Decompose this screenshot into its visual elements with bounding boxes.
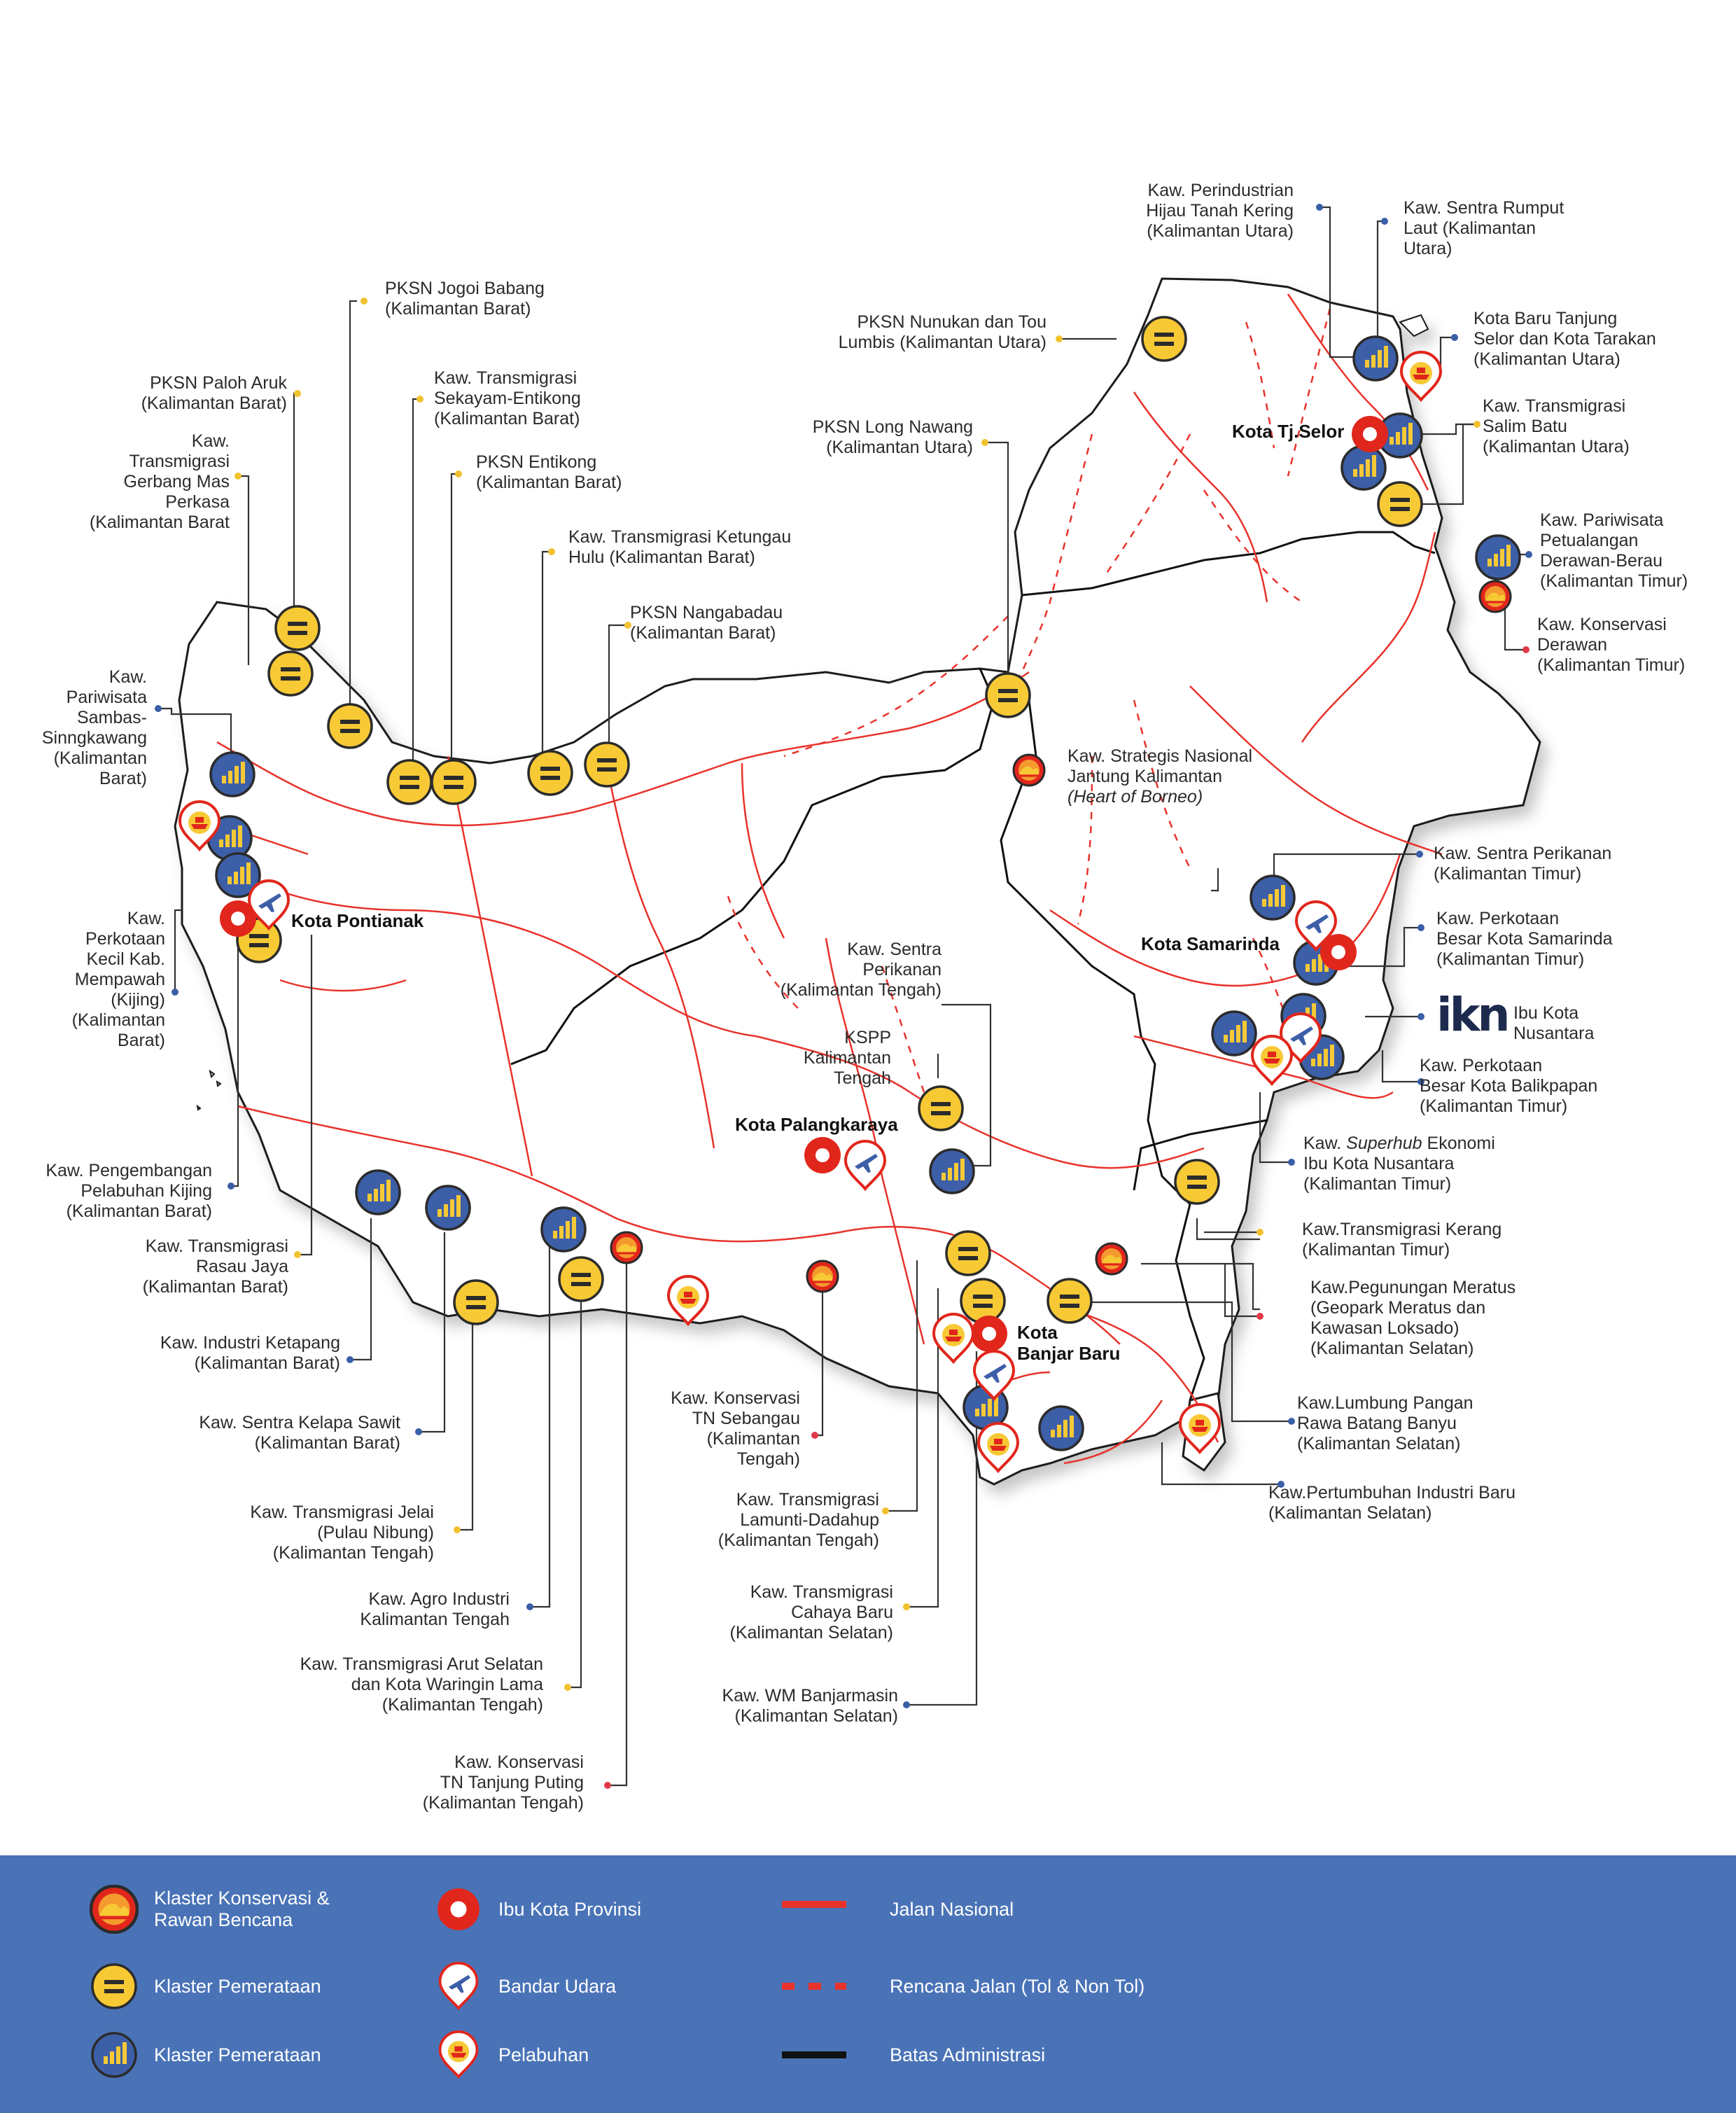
label-pksn-nunukan — [839, 312, 1046, 352]
label-line: Sinngkawang — [41, 728, 147, 748]
legend-jalan-nasional — [780, 1885, 1014, 1934]
label-superhub: Kaw. Superhub Ekonomi Ibu Kota Nusantara (Kalimantan Timur) — [1303, 1134, 1495, 1194]
bar-growth-icon — [426, 1186, 470, 1229]
label-line: Kaw. WM Banjarmasin — [722, 1686, 898, 1706]
label-line: (Kalimantan Utara) — [1474, 349, 1620, 369]
equals-icon — [986, 674, 1030, 717]
legend-pelabuhan — [434, 2030, 589, 2079]
label-perkotaan-mempawah — [72, 909, 165, 1050]
legend-pemerataan-blue-label: Klaster Pemerataan — [154, 2044, 321, 2065]
legend-pemerataan-yellow-label: Klaster Pemerataan — [154, 1975, 321, 1997]
label-line: TN Tanjung Puting — [440, 1773, 584, 1792]
label-line: PKSN Entikong — [476, 452, 597, 472]
label-line: Derawan-Berau — [1540, 551, 1663, 571]
label-line: Rasau Jaya — [195, 1257, 288, 1276]
equals-icon — [454, 1281, 498, 1324]
label-line: (Kalimantan — [706, 1429, 800, 1449]
label-meratus — [1310, 1278, 1516, 1358]
label-line: Utara) — [1404, 239, 1452, 258]
wave-conservation-icon — [1014, 755, 1044, 786]
label-line: Laut (Kalimantan — [1404, 218, 1536, 238]
label-line: Tengah) — [736, 1449, 800, 1469]
airplane-pin-icon — [434, 1962, 483, 2011]
legend-konservasi-label: Klaster Konservasi & Rawan Bencana — [154, 1888, 330, 1930]
label-line: (Kalimantan Timur) — [1420, 1096, 1568, 1116]
label-line: (Kalimantan Selatan) — [734, 1706, 898, 1726]
small-islands — [197, 1071, 220, 1110]
legend-ibu-kota — [434, 1885, 641, 1934]
label-line: Kaw. Transmigrasi Jelai — [250, 1502, 434, 1522]
equals-icon — [1048, 1279, 1091, 1323]
bar-growth-icon — [1476, 536, 1520, 579]
legend-rencana-jalan — [780, 1962, 1144, 2011]
label-kota-baru-tanjung-selor — [1474, 309, 1656, 369]
label-agro-industri — [360, 1589, 510, 1629]
wave-conservation-icon — [1480, 581, 1511, 612]
label-wm-banjarmasin — [722, 1686, 898, 1726]
label-line: Kaw. Konservasi — [1537, 615, 1667, 634]
label-lumbung-pangan — [1297, 1393, 1474, 1453]
label-line: TN Sebangau — [692, 1409, 800, 1428]
label-line: Pariwisata — [66, 688, 147, 707]
equals-icon — [1142, 317, 1186, 361]
label-line: Kaw. Perkotaan — [1436, 909, 1560, 928]
label-sentra-perikanan-kaltim — [1434, 844, 1611, 884]
label-line: Kaw. Transmigrasi Ketungau — [568, 527, 792, 547]
label-line: Nusantara — [1513, 1024, 1595, 1043]
label-transmigrasi-jelai — [250, 1502, 434, 1563]
label-line: Kaw. — [191, 431, 230, 451]
label-line: dan Kota Waringin Lama — [351, 1675, 543, 1694]
label-line: Lumbis (Kalimantan Utara) — [838, 333, 1046, 352]
label-line: (Kijing) — [111, 990, 165, 1010]
label-line: Kaw. — [127, 909, 165, 928]
label-pksn-jogoi-babang — [385, 279, 545, 319]
label-line: Kaw.Pertumbuhan Industri Baru — [1268, 1483, 1516, 1502]
label-line: Mempawah — [74, 970, 165, 989]
label-line: Kaw. Pengembangan — [46, 1161, 212, 1180]
label-line: Barat) — [117, 1031, 165, 1050]
label-line: Perkotaan — [85, 929, 165, 949]
label-line: (Kalimantan Barat) — [476, 473, 622, 492]
label-line: (Kalimantan Barat) — [434, 409, 580, 428]
label-pariwisata-derawan — [1540, 510, 1688, 591]
label-pksn-long-nawang — [813, 417, 973, 457]
label-line: Barat) — [99, 769, 147, 788]
label-line: (Kalimantan Timur) — [1537, 655, 1686, 675]
label-line: Kaw. Transmigrasi — [736, 1490, 879, 1509]
bar-growth-icon — [1040, 1407, 1083, 1450]
label-line: Perkasa — [165, 492, 230, 512]
equals-icon — [946, 1232, 990, 1275]
label-pksn-entikong — [476, 452, 622, 492]
label-transmigrasi-sekayam — [434, 368, 581, 428]
label-perkotaan-balikpapan — [1420, 1056, 1597, 1116]
equals-icon — [432, 760, 475, 804]
label-line: Kaw.Pegunungan Meratus — [1310, 1278, 1516, 1297]
label-line: (Kalimantan Timur) — [1434, 864, 1582, 884]
label-line: (Kalimantan Tengah) — [780, 980, 941, 1000]
bar-growth-icon — [211, 753, 254, 796]
label-line: Kaw. Strategis Nasional — [1068, 746, 1253, 766]
label-transmigrasi-rasau-jaya — [143, 1236, 289, 1297]
label-line: Tengah — [833, 1068, 891, 1088]
label-line: Pelabuhan Kijing — [80, 1181, 212, 1201]
label-line: (Kalimantan Timur) — [1302, 1240, 1450, 1260]
label-lamunti — [718, 1490, 879, 1550]
label-line: (Kalimantan Utara) — [1147, 221, 1294, 241]
legend-pemerataan-blue — [90, 2030, 321, 2079]
label-line: (Kalimantan Barat) — [194, 1353, 340, 1373]
label-pksn-nangabadau — [630, 603, 783, 643]
ship-pin-icon — [434, 2030, 483, 2079]
label-line: Kaw. Agro Industri — [368, 1589, 510, 1609]
black-line-icon — [780, 2030, 848, 2079]
label-line: (Kalimantan Barat) — [630, 623, 776, 643]
label-line: PKSN Paloh Aruk — [150, 373, 287, 393]
label-line: (Kalimantan — [71, 1010, 165, 1030]
label-line: KSPP — [844, 1028, 891, 1047]
label-line: Kalimantan Tengah — [360, 1610, 510, 1629]
label-line: Kaw. Pariwisata — [1540, 510, 1664, 530]
legend-konservasi — [90, 1885, 330, 1934]
equals-icon — [269, 652, 312, 695]
legend-ibu-kota-label: Ibu Kota Provinsi — [498, 1898, 642, 1920]
equals-icon — [388, 760, 431, 804]
label-line: PKSN Nunukan dan Tou — [857, 312, 1046, 332]
label-industri-ketapang — [160, 1333, 340, 1373]
equals-icon — [276, 606, 319, 650]
label-line: (Kalimantan Barat) — [254, 1433, 400, 1453]
capital-ring-icon — [1352, 416, 1388, 452]
legend-bandar-udara — [434, 1962, 616, 2011]
label-line: Salim Batu — [1483, 417, 1567, 436]
label-line: Kaw. Konservasi — [671, 1388, 800, 1408]
label-line: Lamunti-Dadahup — [740, 1510, 879, 1530]
label-line: (Kalimantan Selatan) — [1268, 1503, 1432, 1523]
label-line: Kaw. Sentra Rumput — [1404, 198, 1564, 218]
label-sentra-rumput-laut — [1404, 198, 1564, 258]
label-tanjung-puting — [423, 1752, 584, 1813]
label-line: Derawan — [1537, 635, 1608, 655]
label-ikn — [1513, 1003, 1594, 1043]
city-samarinda: Kota Samarinda — [1141, 933, 1280, 954]
equals-icon — [1378, 482, 1422, 526]
label-line: Kaw. Transmigrasi — [145, 1236, 288, 1256]
equals-icon — [961, 1279, 1004, 1323]
wave-conservation-icon — [807, 1261, 838, 1292]
label-line: PKSN Long Nawang — [812, 417, 973, 437]
label-line: (Kalimantan Barat) — [385, 299, 531, 319]
label-line: Kaw. Sentra Kelapa Sawit — [199, 1413, 400, 1432]
label-line: (Kalimantan Timur) — [1436, 949, 1585, 969]
label-line: Rawa Batang Banyu — [1297, 1414, 1457, 1433]
label-cahaya-baru — [730, 1582, 893, 1643]
label-line: (Kalimantan Selatan) — [1310, 1339, 1474, 1358]
label-line: (Pulau Nibung) — [317, 1523, 434, 1542]
label-sebangau — [671, 1388, 800, 1469]
wave-conservation-icon — [611, 1232, 642, 1263]
label-line: Kaw. Transmigrasi — [750, 1582, 893, 1602]
equals-icon — [328, 704, 372, 748]
label-line: Kaw. Transmigrasi — [434, 368, 578, 388]
label-line: Kaw. Perkotaan — [1420, 1056, 1543, 1075]
legend-pelabuhan-label: Pelabuhan — [498, 2044, 589, 2065]
legend-batas-administrasi-label: Batas Administrasi — [890, 2044, 1046, 2065]
label-pertumbuhan-industri — [1268, 1483, 1516, 1523]
label-line: (Kalimantan Barat) — [141, 393, 287, 413]
city-banjar-baru: Kota Banjar Baru — [1017, 1322, 1121, 1364]
label-line: Sekayam-Entikong — [434, 389, 581, 408]
equals-icon — [1175, 1160, 1219, 1204]
legend-jalan-nasional-label: Jalan Nasional — [890, 1898, 1014, 1920]
capital-ring-icon — [434, 1885, 483, 1934]
legend-batas-administrasi — [780, 2030, 1045, 2079]
equals-icon — [528, 751, 572, 795]
label-line: Besar Kota Samarinda — [1436, 929, 1613, 949]
label-line: Kalimantan — [803, 1048, 891, 1068]
label-line: PKSN Nangabadau — [630, 603, 783, 622]
label-line: Petualangan — [1540, 531, 1639, 550]
legend-bandar-udara-label: Bandar Udara — [498, 1975, 617, 1997]
label-line: Kaw. Transmigrasi — [1483, 396, 1626, 416]
legend-pemerataan-yellow — [90, 1962, 321, 2011]
label-line: Kaw.Transmigrasi Kerang — [1302, 1220, 1502, 1239]
label-line: Kaw. Sentra Perikanan — [1434, 844, 1612, 863]
label-line: (Kalimantan Tengah) — [272, 1543, 434, 1563]
label-line: Kawasan Loksado) — [1310, 1318, 1460, 1338]
label-line: (Heart of Borneo) — [1068, 787, 1203, 807]
label-konservasi-derawan — [1537, 615, 1685, 675]
label-line: (Kalimantan Barat) — [142, 1277, 288, 1297]
label-line: Gerbang Mas — [123, 472, 230, 491]
dashed-red-line-icon — [780, 1962, 848, 2011]
label-line: Besar Kota Balikpapan — [1420, 1076, 1598, 1096]
label-pariwisata-sambas — [42, 667, 147, 788]
label-line: (Kalimantan Utara) — [1483, 437, 1630, 456]
ikn-logo: ikn — [1436, 988, 1508, 1042]
city-tj-selor: Kota Tj.Selor — [1232, 421, 1345, 442]
label-line: (Kalimantan Tengah) — [718, 1530, 879, 1550]
label-line: (Kalimantan Tengah) — [422, 1793, 584, 1813]
city-pontianak: Kota Pontianak — [291, 910, 424, 931]
label-line: Ibu Kota — [1513, 1003, 1579, 1023]
legend-rencana-jalan-label: Rencana Jalan (Tol & Non Tol) — [890, 1975, 1145, 1997]
equals-icon — [559, 1257, 603, 1301]
bar-growth-icon — [930, 1150, 974, 1193]
label-line: Cahaya Baru — [791, 1603, 893, 1622]
label-pksn-paloh-aruk — [141, 373, 288, 413]
label-line: (Kalimantan Barat) — [66, 1201, 212, 1221]
bar-growth-icon — [1342, 446, 1385, 489]
label-transmigrasi-ketungau — [568, 527, 791, 567]
label-kelapa-sawit — [199, 1413, 400, 1453]
label-line: Kaw. — [108, 667, 147, 687]
label-line: Kaw. Konservasi — [454, 1752, 584, 1772]
label-line: Kaw.Lumbung Pangan — [1297, 1393, 1474, 1413]
equals-icon — [585, 743, 629, 786]
equals-icon — [919, 1087, 962, 1130]
label-line: (Kalimantan Utara) — [826, 438, 973, 457]
wave-conservation-icon — [1096, 1243, 1127, 1274]
label-line: Kaw. Transmigrasi Arut Selatan — [300, 1654, 543, 1674]
capital-ring-icon — [804, 1137, 841, 1173]
label-line: (Geopark Meratus dan — [1310, 1298, 1486, 1318]
label-line: Kota Baru Tanjung — [1474, 309, 1618, 328]
label-line: PKSN Jogoi Babang — [385, 279, 545, 298]
label-line: Transmigrasi — [129, 452, 230, 471]
bar-growth-icon — [90, 2030, 139, 2079]
bar-growth-icon — [356, 1171, 400, 1214]
label-line: (Kalimantan Tengah) — [382, 1695, 543, 1715]
solid-red-line-icon — [780, 1885, 848, 1934]
label-perkotaan-samarinda — [1436, 909, 1613, 969]
label-transmigrasi-salim-batu — [1483, 396, 1630, 456]
label-transmigrasi-kerang — [1302, 1220, 1502, 1260]
label-perindustrian-hijau — [1146, 181, 1294, 241]
label-line: Selor dan Kota Tarakan — [1474, 329, 1656, 349]
city-palangkaraya: Kota Palangkaraya — [735, 1114, 898, 1135]
label-line: (Kalimantan Timur) — [1540, 571, 1688, 591]
bar-growth-icon — [1354, 337, 1397, 380]
label-line: Kecil Kab. — [86, 949, 165, 969]
map-legend — [0, 1855, 1736, 2113]
bar-growth-icon — [1212, 1012, 1256, 1055]
label-line: (Kalimantan — [53, 748, 147, 768]
label-line: (Kalimantan Selatan) — [729, 1623, 893, 1643]
label-line: Jantung Kalimantan — [1068, 767, 1222, 786]
label-arut-selatan — [300, 1654, 543, 1715]
bar-growth-icon — [542, 1208, 585, 1251]
label-line: Kaw. Perindustrian — [1147, 181, 1294, 200]
label-line: Sambas- — [76, 708, 147, 727]
label-line: Hulu (Kalimantan Barat) — [568, 548, 755, 567]
wave-conservation-icon — [90, 1885, 139, 1934]
label-line: Kaw. Industri Ketapang — [160, 1333, 340, 1353]
label-transmigrasi-gerbang-mas — [90, 431, 230, 532]
label-line: Perikanan — [862, 960, 941, 979]
label-line: (Kalimantan Selatan) — [1297, 1434, 1461, 1453]
label-pelabuhan-kijing — [46, 1161, 212, 1221]
bar-growth-icon — [1251, 876, 1294, 919]
label-line: Hijau Tanah Kering — [1146, 201, 1294, 221]
label-line: (Kalimantan Barat — [89, 512, 230, 532]
label-line: Kaw. Sentra — [847, 940, 941, 959]
capital-ring-icon — [971, 1316, 1007, 1352]
equals-icon — [90, 1962, 139, 2011]
